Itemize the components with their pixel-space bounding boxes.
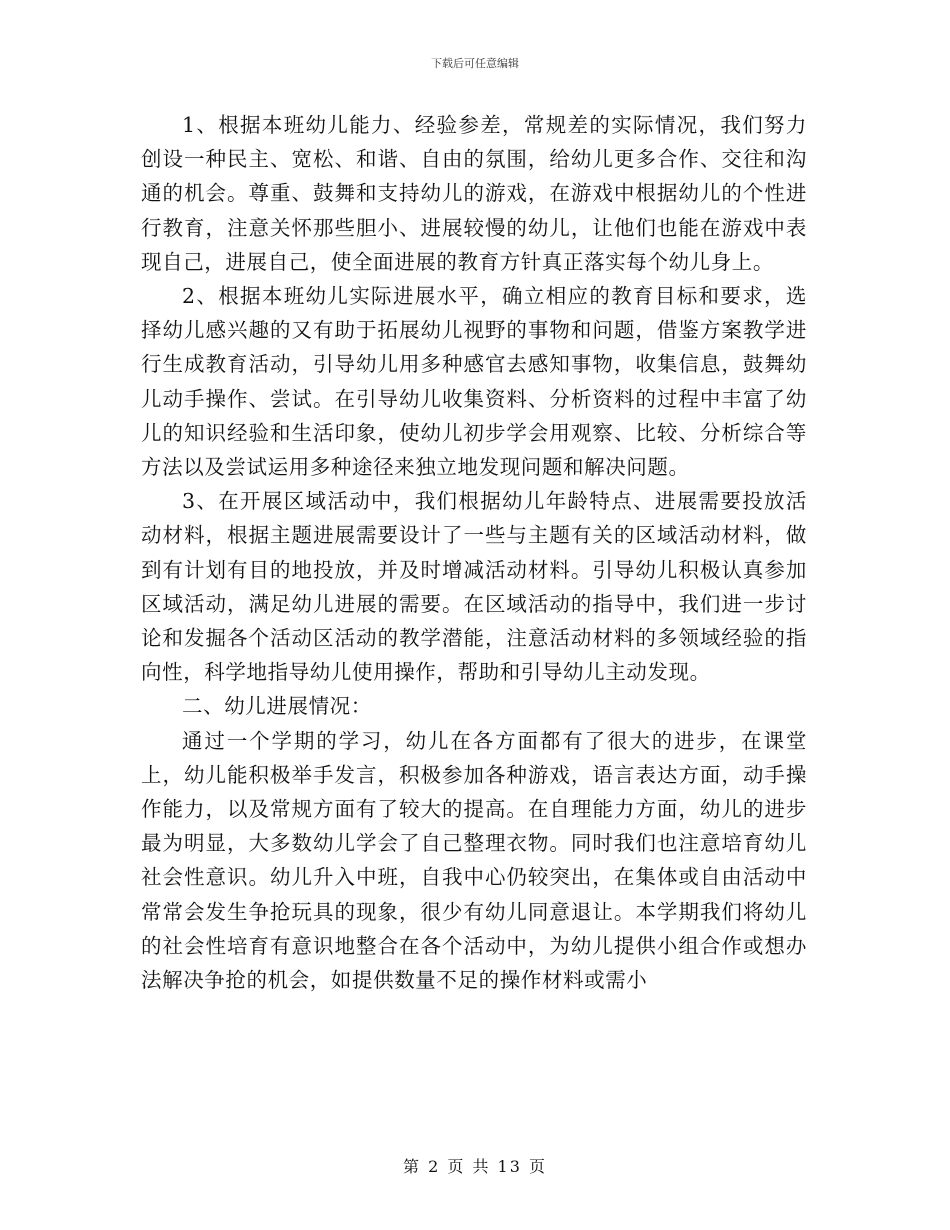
- page-footer: 第 2 页 共 13 页: [403, 1157, 547, 1176]
- paragraph-3: 3、在开展区域活动中，我们根据幼儿年龄特点、进展需要投放活动材料，根据主题进展需要设计了一些与主题有关的区域活动材料，做到有计划有目的地投放，并及时增减活动材料。引导幼儿积极认真参加区域活动，满足幼儿进展的需要。在区域活动的指导中，我们进一步讨论和发掘各个活动区活动的教学潜能，注意活动材料的多领域经验的指向性，科学地指导幼儿使用操作，帮助和引导幼儿主动发现。: [141, 489, 807, 685]
- document-body: [141, 108, 807, 997]
- page-header: 下载后可任意编辑: [431, 57, 519, 70]
- paragraph-1: 1、根据本班幼儿能力、经验参差，常规差的实际情况，我们努力创设一种民主、宽松、和谐、自由的氛围，给幼儿更多合作、交往和沟通的机会。尊重、鼓舞和支持幼儿的游戏，在游戏中根据幼儿的个性进行教育，注意关怀那些胆小、进展较慢的幼儿，让他们也能在游戏中表现自己，进展自己，使全面进展的教育方针真正落实每个幼儿身上。: [141, 113, 807, 274]
- section-heading: 二、幼儿进展情况：: [182, 694, 372, 719]
- paragraph-4: 通过一个学期的学习，幼儿在各方面都有了很大的进步，在课堂上，幼儿能积极举手发言，积极参加各种游戏，语言表达方面，动手操作能力，以及常规方面有了较大的提高。在自理能力方面，幼儿的进步最为明显，大多数幼儿学会了自己整理衣物。同时我们也注意培育幼儿社会性意识。幼儿升入中班，自我中心仍较突出，在集体或自由活动中常常会发生争抢玩具的现象，很少有幼儿同意退让。本学期我们将幼儿的社会性培育有意识地整合在各个活动中，为幼儿提供小组合作或想办法解决争抢的机会，如提供数量不足的操作材料或需小: [141, 728, 807, 993]
- paragraph-2: 2、根据本班幼儿实际进展水平，确立相应的教育目标和要求，选择幼儿感兴趣的又有助于拓展幼儿视野的事物和问题，借鉴方案教学进行生成教育活动，引导幼儿用多种感官去感知事物，收集信息，鼓舞幼儿动手操作、尝试。在引导幼儿收集资料、分析资料的过程中丰富了幼儿的知识经验和生活印象，使幼儿初步学会用观察、比较、分析综合等方法以及尝试运用多种途径来独立地发现问题和解决问题。: [141, 284, 807, 480]
